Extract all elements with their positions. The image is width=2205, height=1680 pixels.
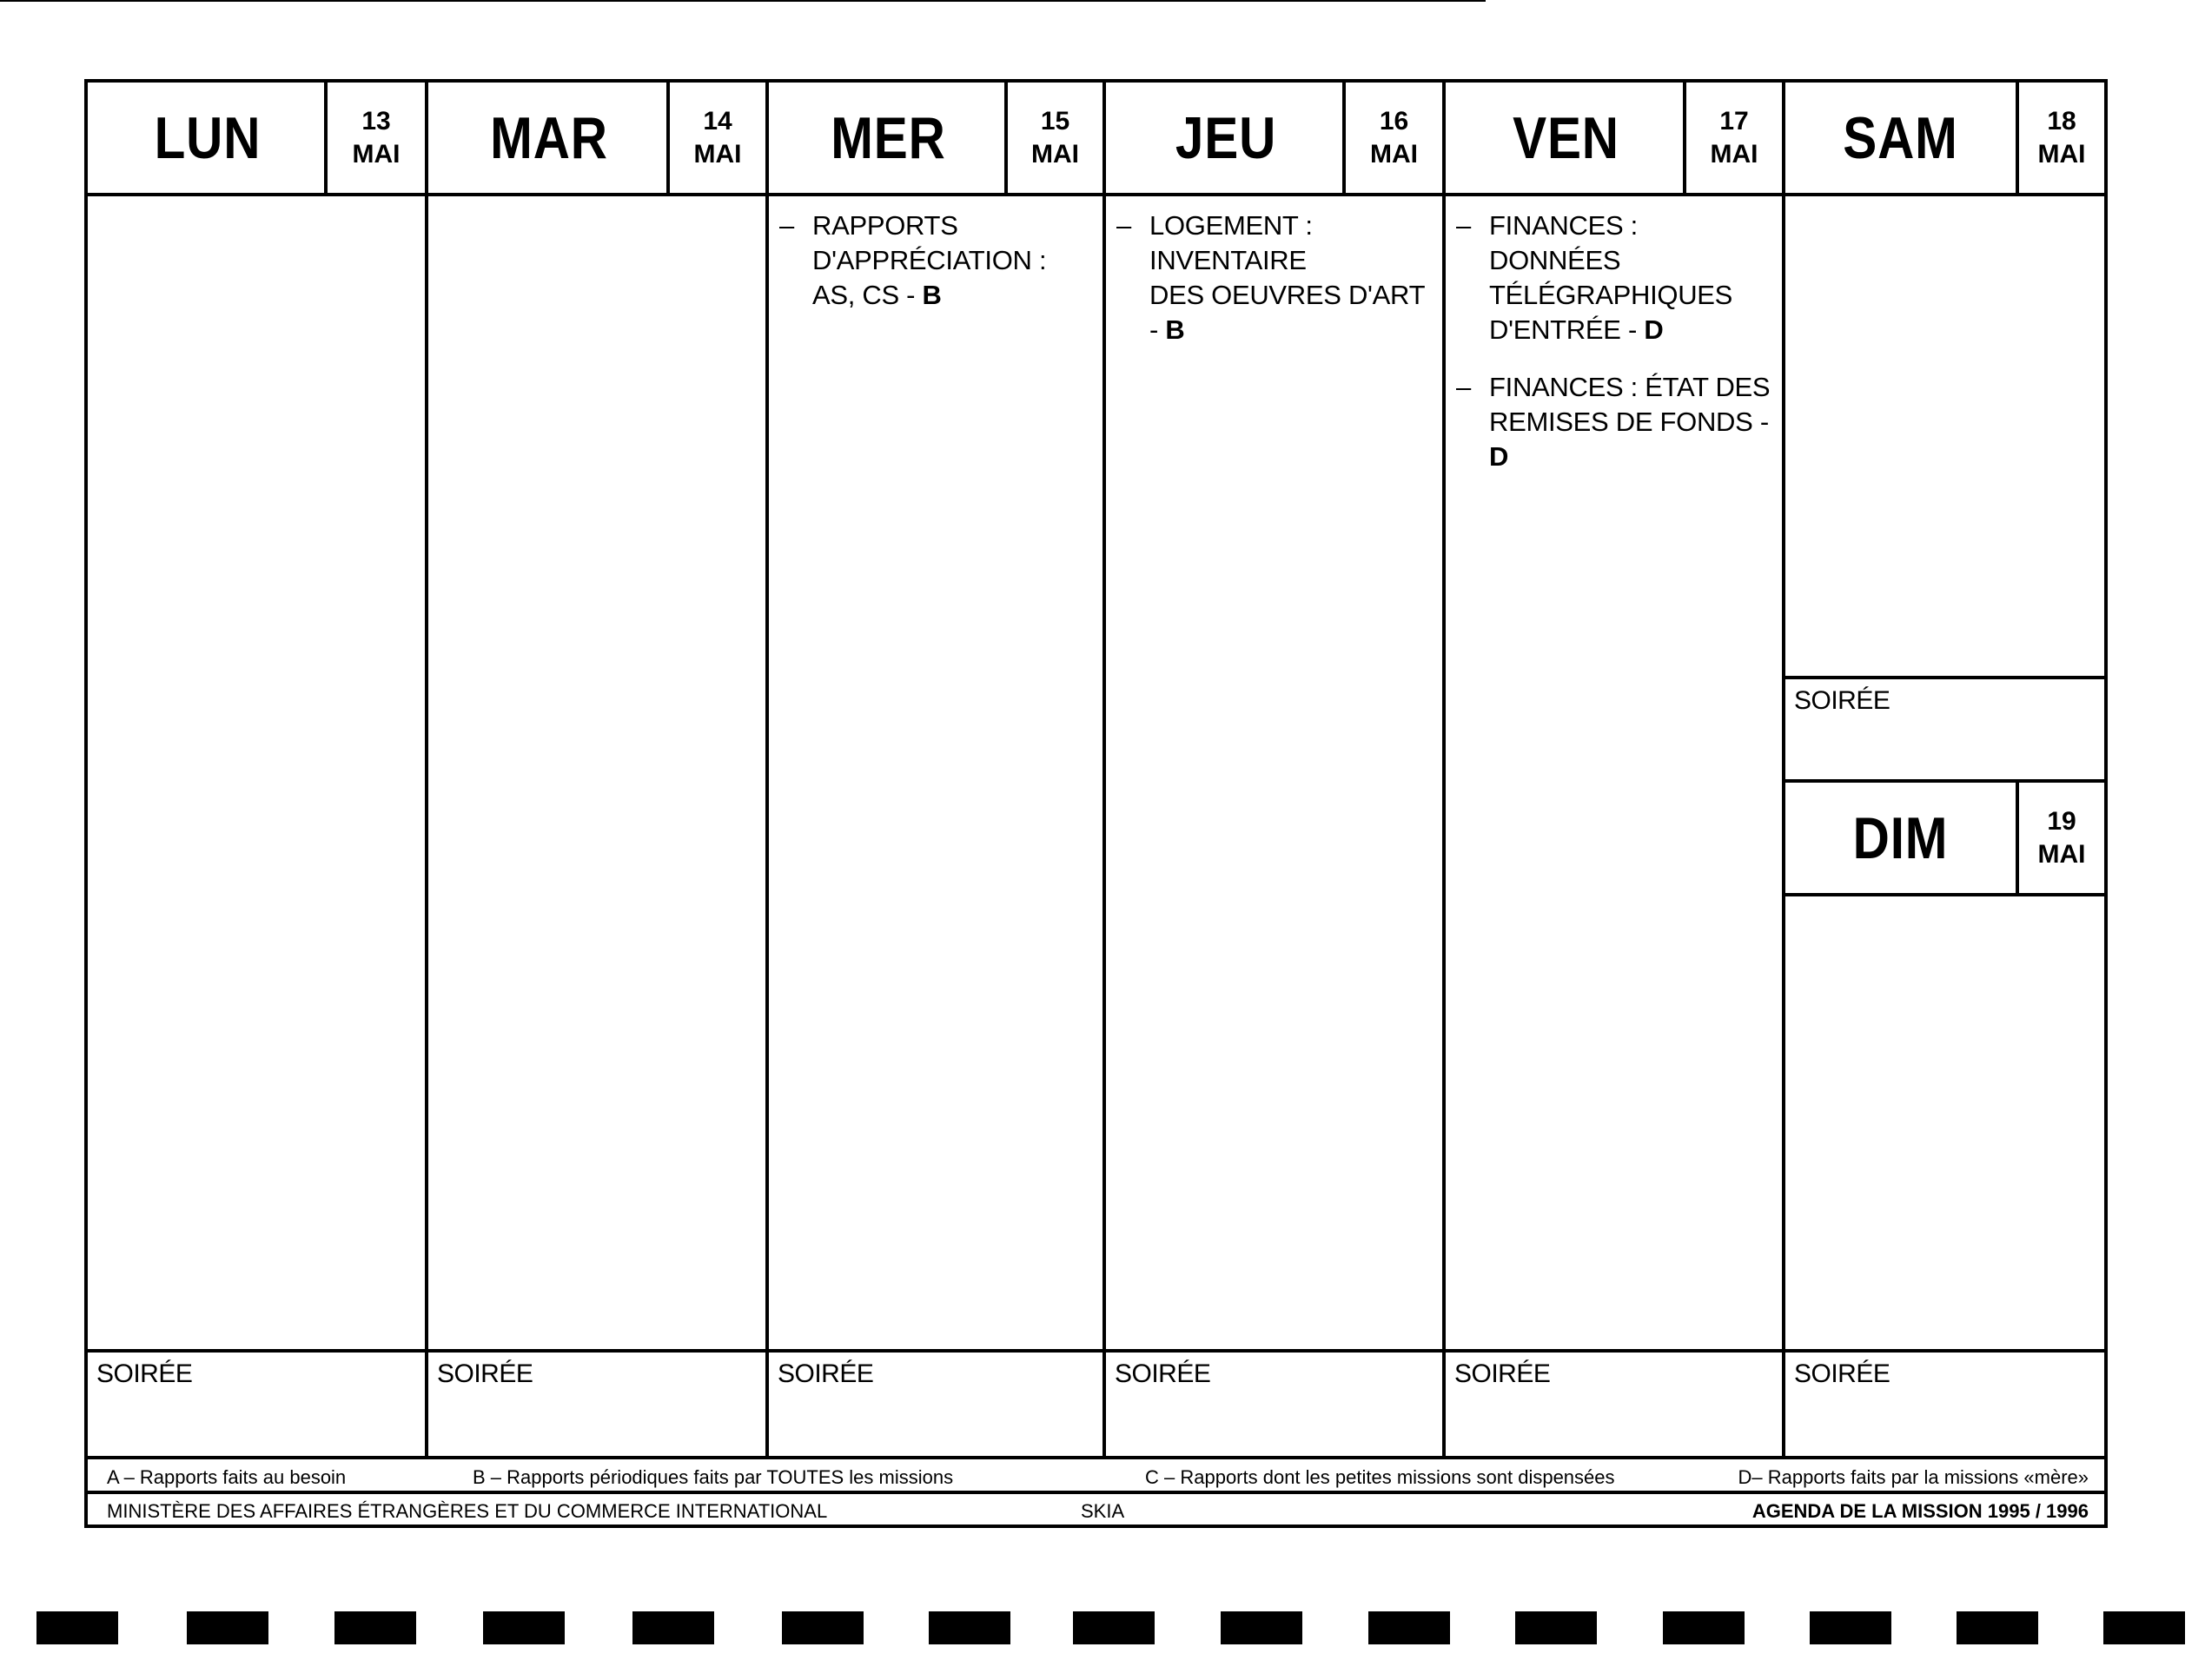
day-number: 14 bbox=[703, 106, 732, 136]
report-entry bbox=[779, 208, 1094, 313]
perforation-mark bbox=[334, 1611, 416, 1644]
day-name: SAM bbox=[1843, 104, 1958, 171]
day-column-mer bbox=[769, 83, 1106, 1456]
soiree-box[interactable] bbox=[1446, 1349, 1782, 1456]
day-date bbox=[666, 83, 765, 193]
day-column-jeu bbox=[1106, 83, 1446, 1456]
entry-text: RAPPORTS D'APPRÉCIATION : AS, CS - bbox=[812, 210, 1047, 310]
soiree-box[interactable] bbox=[428, 1349, 765, 1456]
day-date bbox=[1004, 83, 1102, 193]
perforation-mark bbox=[2103, 1611, 2185, 1644]
day-number: 13 bbox=[361, 106, 391, 136]
soiree-label: SOIRÉE bbox=[1794, 686, 1890, 715]
day-name: JEU bbox=[1175, 104, 1277, 171]
day-column-ven bbox=[1446, 83, 1785, 1456]
legend-b: B – Rapports périodiques faits par TOUTES les missions bbox=[473, 1466, 954, 1488]
perforation-mark bbox=[1810, 1611, 1891, 1644]
day-column-lun bbox=[88, 83, 428, 1456]
soiree-box[interactable] bbox=[769, 1349, 1102, 1456]
report-entry bbox=[1456, 370, 1773, 474]
perforation-mark bbox=[782, 1611, 864, 1644]
day-month: MAI bbox=[2037, 839, 2086, 869]
day-number: 17 bbox=[1719, 106, 1749, 136]
perforation-mark bbox=[187, 1611, 268, 1644]
day-header bbox=[428, 83, 765, 196]
day-name: LUN bbox=[154, 104, 262, 171]
perforation-mark bbox=[36, 1611, 118, 1644]
perforation-mark bbox=[632, 1611, 714, 1644]
report-entry bbox=[1116, 208, 1434, 347]
day-month: MAI bbox=[693, 139, 742, 169]
entry-code: B bbox=[922, 280, 942, 310]
day-date bbox=[2016, 783, 2104, 893]
perforation-mark bbox=[483, 1611, 565, 1644]
day-column-mar bbox=[428, 83, 769, 1456]
day-number: 18 bbox=[2047, 106, 2076, 136]
day-month: MAI bbox=[1710, 139, 1758, 169]
perforation-mark bbox=[929, 1611, 1010, 1644]
footer-code: SKIA bbox=[1081, 1500, 1125, 1522]
day-month: MAI bbox=[2037, 139, 2086, 169]
soiree-label: SOIRÉE bbox=[437, 1359, 533, 1388]
day-name: MER bbox=[831, 104, 946, 171]
perforation-mark bbox=[1515, 1611, 1597, 1644]
day-body bbox=[1106, 196, 1442, 370]
day-header bbox=[88, 83, 425, 196]
day-month: MAI bbox=[1031, 139, 1079, 169]
day-body bbox=[1446, 196, 1782, 497]
entry-text: FINANCES : DONNÉES TÉLÉGRAPHIQUES D'ENTRÉE - bbox=[1489, 210, 1733, 345]
entry-text: FINANCES : ÉTAT DES REMISES DE FONDS - bbox=[1489, 372, 1771, 437]
entry-dash: – bbox=[1116, 210, 1132, 241]
entry-dash: – bbox=[779, 210, 795, 241]
footer-ministry: MINISTÈRE DES AFFAIRES ÉTRANGÈRES ET DU COMMERCE INTERNATIONAL bbox=[107, 1500, 828, 1522]
soiree-box[interactable] bbox=[1106, 1349, 1442, 1456]
entry-code: D bbox=[1644, 314, 1664, 345]
day-number: 19 bbox=[2047, 806, 2076, 836]
perforation-mark bbox=[1221, 1611, 1302, 1644]
day-date bbox=[1342, 83, 1442, 193]
entry-code: D bbox=[1489, 441, 1509, 472]
entry-dash: – bbox=[1456, 210, 1472, 241]
day-header bbox=[1446, 83, 1782, 196]
entry-dash: – bbox=[1456, 372, 1472, 402]
day-header-dim bbox=[1785, 783, 2104, 896]
day-month: MAI bbox=[352, 139, 401, 169]
footer-title: AGENDA DE LA MISSION 1995 / 1996 bbox=[1751, 1500, 2089, 1522]
day-number: 15 bbox=[1040, 106, 1070, 136]
day-month: MAI bbox=[1370, 139, 1418, 169]
day-date bbox=[1683, 83, 1782, 193]
legend-a: A – Rapports faits au besoin bbox=[107, 1466, 347, 1488]
perforation-mark bbox=[1073, 1611, 1155, 1644]
soiree-label: SOIRÉE bbox=[96, 1359, 193, 1388]
soiree-label: SOIRÉE bbox=[1115, 1359, 1211, 1388]
day-number: 16 bbox=[1379, 106, 1409, 136]
report-entry bbox=[1456, 208, 1773, 347]
top-edge-line bbox=[0, 0, 1486, 2]
day-body bbox=[769, 196, 1102, 335]
legend-row bbox=[88, 1456, 2104, 1494]
soiree-box[interactable] bbox=[88, 1349, 425, 1456]
soiree-label: SOIRÉE bbox=[1454, 1359, 1551, 1388]
day-date bbox=[2016, 83, 2104, 193]
legend-d: D– Rapports faits par la missions «mère» bbox=[1738, 1466, 2089, 1488]
entry-text: LOGEMENT : INVENTAIRE DES OEUVRES D'ART - bbox=[1149, 210, 1425, 345]
footer-row bbox=[88, 1494, 2104, 1528]
day-column-weekend bbox=[1785, 83, 2104, 1456]
day-header-sam bbox=[1785, 83, 2104, 196]
legend-c: C – Rapports dont les petites missions sont dispensées bbox=[1145, 1466, 1615, 1488]
soiree-label: SOIRÉE bbox=[1794, 1359, 1890, 1388]
entry-code: B bbox=[1165, 314, 1185, 345]
perforation-mark bbox=[1663, 1611, 1745, 1644]
soiree-label: SOIRÉE bbox=[778, 1359, 874, 1388]
perforation-mark bbox=[1368, 1611, 1450, 1644]
day-header bbox=[1106, 83, 1442, 196]
day-date bbox=[324, 83, 425, 193]
perforation-mark bbox=[1957, 1611, 2038, 1644]
day-header bbox=[769, 83, 1102, 196]
soiree-box-sam[interactable] bbox=[1785, 676, 2104, 783]
day-name: VEN bbox=[1513, 104, 1619, 171]
soiree-box-dim[interactable] bbox=[1785, 1349, 2104, 1456]
day-name: DIM bbox=[1852, 804, 1949, 871]
agenda-sheet bbox=[84, 79, 2108, 1528]
day-name: MAR bbox=[490, 104, 608, 171]
